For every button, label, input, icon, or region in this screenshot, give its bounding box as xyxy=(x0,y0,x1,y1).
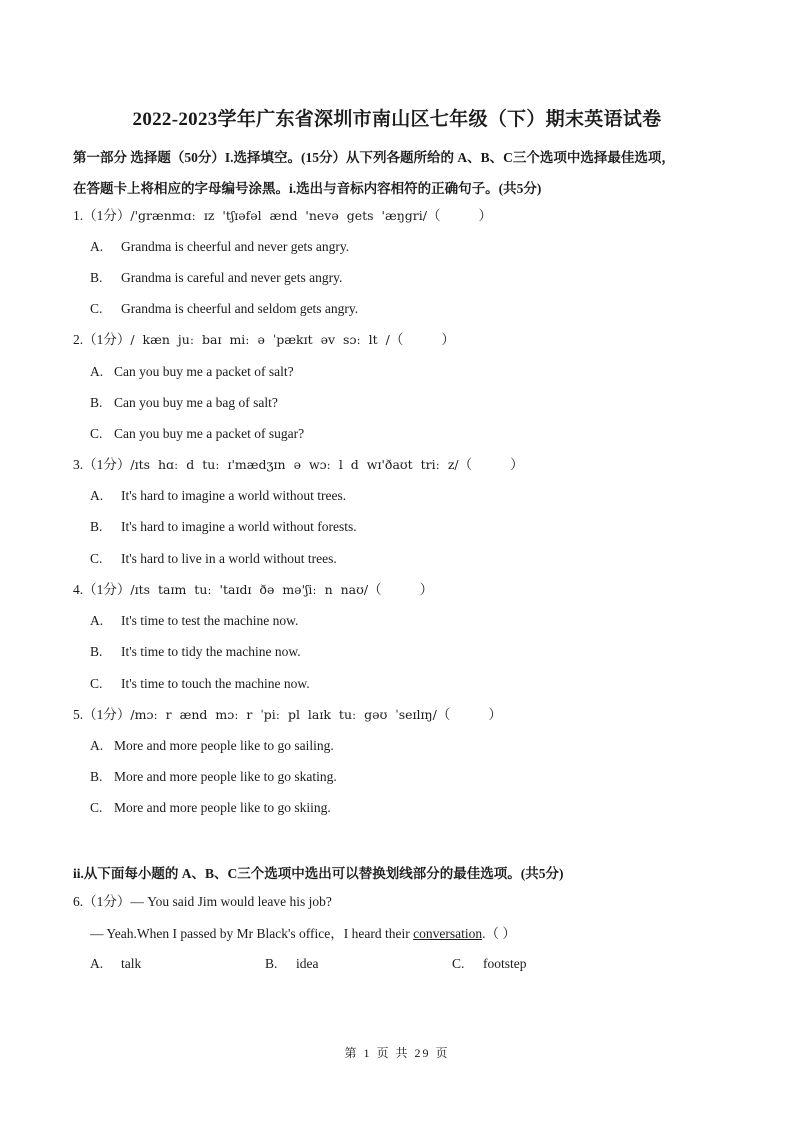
option-text: Grandma is careful and never gets angry. xyxy=(121,270,343,285)
phonetic-transcription: /ɪts hɑː d tuː ɪ'mædʒɪn ə wɔː l d wɪ'ðaʊt triː z/ xyxy=(130,457,459,472)
question-6 xyxy=(73,893,332,911)
option-text: Can you buy me a packet of salt? xyxy=(114,364,294,379)
option-text: It's time to touch the machine now. xyxy=(121,676,310,691)
option-text: Can you buy me a packet of sugar? xyxy=(114,426,305,441)
question-2 xyxy=(73,331,455,349)
question-score: （1分） xyxy=(83,894,131,909)
question-score: （1分） xyxy=(83,457,131,472)
option-letter: B. xyxy=(90,519,103,534)
question-1 xyxy=(73,207,492,225)
option-3b xyxy=(90,518,357,536)
option-letter: C. xyxy=(90,301,103,316)
dialogue-line-1: — You said Jim would leave his job? xyxy=(130,894,332,909)
phonetic-transcription: /'grænmɑː ɪz 'tʃɪəfəl ænd 'nevə gets 'æŋgri/ xyxy=(130,208,427,223)
question-number: 3. xyxy=(73,457,84,472)
answer-paren-open: （ xyxy=(426,208,441,223)
page-title: 2022-2023学年广东省深圳市南山区七年级（下）期末英语试卷 xyxy=(132,109,662,130)
option-1c xyxy=(90,300,358,318)
option-text: More and more people like to go skiing. xyxy=(114,800,331,815)
option-letter: A. xyxy=(90,613,104,628)
option-letter: A. xyxy=(90,956,104,971)
question-number: 5. xyxy=(73,707,84,722)
option-2a xyxy=(90,363,294,381)
option-text: More and more people like to go skating. xyxy=(114,769,337,784)
dialogue-line-2-pre: — Yeah.When I passed by Mr Black's office，I heard their xyxy=(90,926,414,941)
option-text: It's time to tidy the machine now. xyxy=(121,644,301,659)
option-3a xyxy=(90,487,346,505)
option-text: Grandma is cheerful and never gets angry. xyxy=(121,239,350,254)
phonetic-transcription: /mɔː r ænd mɔː r ˈpiː pl laɪk tuː gəʊ ˈseɪlɪŋ/ xyxy=(130,707,437,722)
option-3c xyxy=(90,550,337,568)
phonetic-transcription: / kæn juː baɪ miː ə ˈpækɪt əv sɔː lt / xyxy=(130,332,390,347)
option-letter: B. xyxy=(265,956,278,971)
part1-instruction-line1: 第一部分 选择题（50分）I.选择填空。(15分）从下列各题所给的 A、B、C三个选项中选择最佳选项， xyxy=(73,150,675,165)
option-letter: B. xyxy=(90,769,103,784)
question-number: 4. xyxy=(73,582,84,597)
option-6b xyxy=(265,956,319,972)
option-text: footstep xyxy=(483,956,527,971)
phonetic-transcription: /ɪts taɪm tuː 'taɪdɪ ðə mə'ʃiː n naʊ/ xyxy=(130,582,369,597)
option-text: Can you buy me a bag of salt? xyxy=(114,395,278,410)
option-letter: A. xyxy=(90,488,104,503)
question-score: （1分） xyxy=(83,707,131,722)
option-letter: B. xyxy=(90,395,103,410)
question-3 xyxy=(73,456,524,474)
question-5 xyxy=(73,706,502,724)
dialogue-line-2 xyxy=(90,925,516,943)
answer-paren-close: ） xyxy=(419,582,434,597)
option-letter: C. xyxy=(452,956,465,971)
question-4 xyxy=(73,581,433,599)
question-score: （1分） xyxy=(83,332,131,347)
option-letter: A. xyxy=(90,364,104,379)
answer-paren-close: ） xyxy=(478,208,492,223)
question-score: （1分） xyxy=(83,208,131,223)
option-text: It's hard to imagine a world without trees. xyxy=(121,488,347,503)
question-score: （1分） xyxy=(83,582,131,597)
option-5a xyxy=(90,737,334,755)
option-text: It's hard to imagine a world without forests. xyxy=(121,519,357,534)
option-text: idea xyxy=(296,956,319,971)
option-1a xyxy=(90,238,349,256)
option-letter: C. xyxy=(90,676,103,691)
option-1b xyxy=(90,269,342,287)
option-text: talk xyxy=(121,956,142,971)
question-number: 2. xyxy=(73,332,84,347)
option-2c xyxy=(90,425,304,443)
option-4b xyxy=(90,643,301,661)
option-text: It's time to test the machine now. xyxy=(121,613,299,628)
option-letter: B. xyxy=(90,644,103,659)
underlined-word: conversation xyxy=(413,926,483,941)
answer-paren-close: ） xyxy=(488,707,502,722)
part2-instruction: ii.从下面每小题的 A、B、C三个选项中选出可以替换划线部分的最佳选项。(共5分) xyxy=(73,866,564,881)
option-letter: C. xyxy=(90,426,103,441)
page-footer: 第 1 页 共 29 页 xyxy=(344,1046,450,1060)
dialogue-line-2-post: .（ ） xyxy=(482,926,516,941)
option-4a xyxy=(90,612,298,630)
answer-paren-open: （ xyxy=(389,332,404,347)
answer-paren-open: （ xyxy=(436,707,451,722)
question-number: 6. xyxy=(73,894,84,909)
option-letter: B. xyxy=(90,270,103,285)
answer-paren-open: （ xyxy=(368,582,382,597)
option-letter: A. xyxy=(90,738,104,753)
question-number: 1. xyxy=(73,208,84,223)
option-6c xyxy=(452,956,527,972)
answer-paren-close: ） xyxy=(510,457,524,472)
option-text: More and more people like to go sailing. xyxy=(114,738,334,753)
option-5c xyxy=(90,799,331,817)
answer-paren-open: （ xyxy=(458,457,473,472)
option-text: It's hard to live in a world without trees. xyxy=(121,551,337,566)
part1-instruction-line2: 在答题卡上将相应的字母编号涂黑。i.选出与音标内容相符的正确句子。(共5分) xyxy=(73,181,542,196)
option-6a xyxy=(90,956,141,972)
option-2b xyxy=(90,394,278,412)
option-text: Grandma is cheerful and seldom gets angry. xyxy=(121,301,359,316)
option-letter: C. xyxy=(90,800,103,815)
option-5b xyxy=(90,768,337,786)
option-4c xyxy=(90,675,310,693)
option-letter: C. xyxy=(90,551,103,566)
answer-paren-close: ） xyxy=(441,332,455,347)
option-letter: A. xyxy=(90,239,104,254)
